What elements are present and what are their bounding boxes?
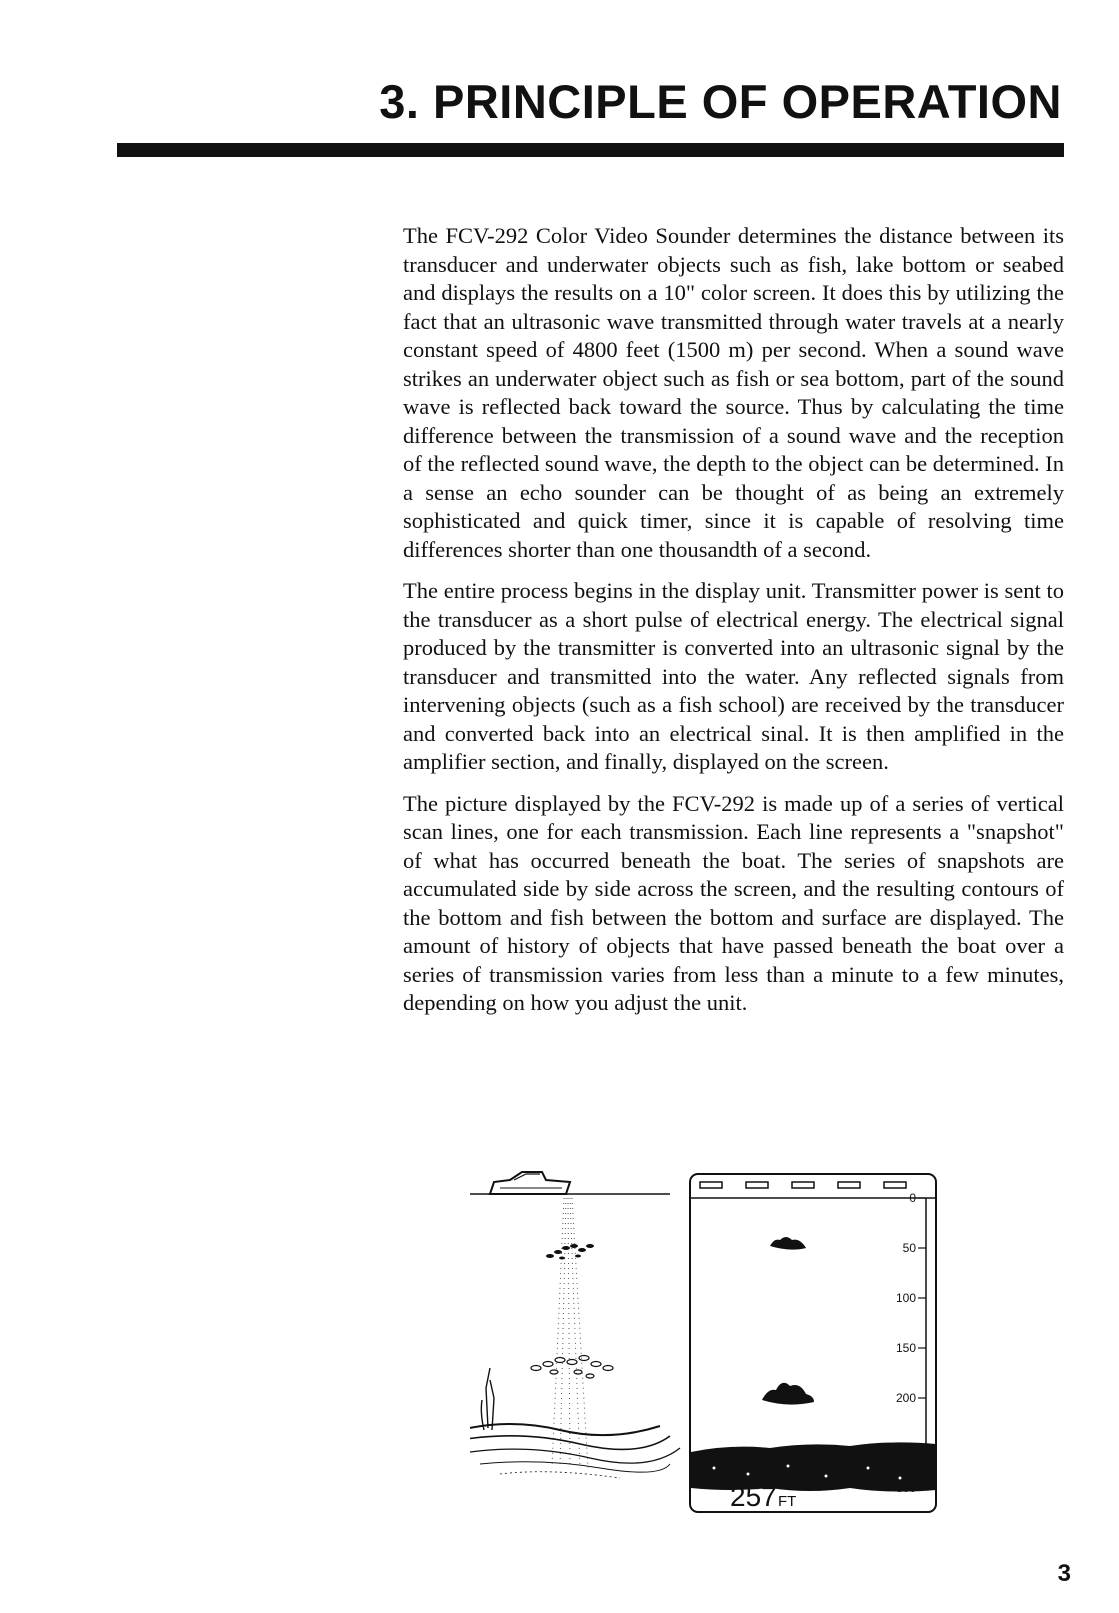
seabed [470, 1424, 680, 1478]
body-text [403, 222, 1064, 1031]
seaweed-icon [481, 1368, 494, 1430]
depth-readout: 257 [730, 1481, 777, 1512]
depth-scale-label: 50 [902, 1241, 916, 1255]
boat-icon [490, 1172, 570, 1194]
sound-beam [552, 1198, 588, 1468]
page-number: 3 [1057, 1560, 1071, 1587]
page-title: 3. PRINCIPLE OF OPERATION [379, 75, 1062, 128]
depth-scale-label: 200 [895, 1391, 916, 1405]
fish-school-upper [546, 1244, 594, 1260]
depth-scale-label: 100 [895, 1291, 916, 1305]
boat-scene [470, 1172, 680, 1478]
depth-scale-label: 150 [895, 1341, 916, 1355]
paragraph-3: The picture displayed by the FCV-292 is made up of a series of vertical scan lines, one for each transmission. Each line represents a "snapshot" of what has occurred beneath the boat. The series of snapshots are accumulated side by side across the screen, and the resulting contours of the bottom and fish between the bottom and surface are displayed. The amount of history of objects that have passed beneath the boat over a series of transmission varies from less than a minute to a few minutes, depending on how you adjust the unit. [403, 790, 1064, 1015]
depth-scale-label: 0 [909, 1191, 916, 1205]
paragraph-2: The entire process begins in the display unit. Transmitter power is sent to the transducer as a short pulse of electrical energy. The electrical signal produced by the transmitter is converted into an ultrasonic signal by the transducer and transmitted into the water. Any reflected signals from intervening objects (such as a fish school) are received by the transducer and converted back into an electrical sinal. It is then amplified in the amplifier section, and finally, displayed on the screen. [403, 578, 1064, 774]
sounder-display [690, 1174, 936, 1512]
echo-sounder-illustration [470, 1168, 990, 1528]
bottom-echo [691, 1442, 936, 1491]
depth-readout-unit: FT [778, 1493, 797, 1510]
paragraph-1: The FCV-292 Color Video Sounder determines the distance between its transducer and underwater objects such as fish, lake bottom or seabed and displays the results on a 10" color screen. It does this by utilizing the fact that an ultrasonic wave transmitted through water travels at a nearly constant speed of 4800 feet (1500 m) per second. When a sound wave strikes an underwater object such as fish or sea bottom, part of the sound wave is reflected back toward the source. Thus by calculating the time difference between the transmission of a sound wave and the reception of the reflected sound wave, the depth to the object can be determined. In a sense an echo sounder can be thought of as being an extremely sophisticated and quick timer, since it is capable of resolving time differences shorter than one thousandth of a second. [403, 223, 1064, 562]
title-rule [117, 143, 1064, 157]
fish-school-lower [531, 1356, 613, 1379]
